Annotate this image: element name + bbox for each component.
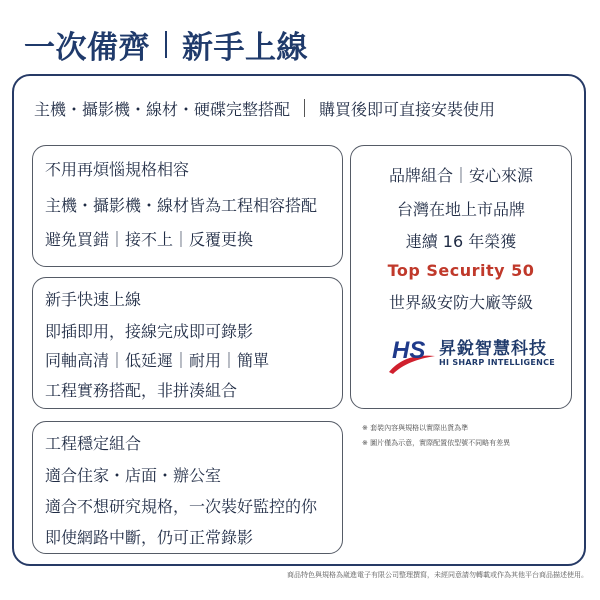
title-part-1: 一次備齊 xyxy=(24,29,150,66)
intro-line xyxy=(34,96,574,120)
brand-heading: 品牌組合｜安心來源 xyxy=(388,166,533,185)
compat-line: 避免買錯｜接不上｜反覆更換 xyxy=(45,230,254,249)
logo-mark-text: HS xyxy=(392,337,426,364)
stable-line: 適合不想研究規格，一次裝好監控的你 xyxy=(45,497,318,516)
stable-line: 即使網路中斷，仍可正常錄影 xyxy=(45,528,254,547)
compat-line: 主機・攝影機・線材皆為工程相容搭配 xyxy=(45,196,318,215)
compat-heading: 不用再煩惱規格相容 xyxy=(45,160,190,179)
intro-left: 主機・攝影機・線材・硬碟完整搭配 xyxy=(34,99,291,119)
brand-card xyxy=(350,145,572,409)
intro-divider xyxy=(304,99,305,117)
brand-line: 世界級安防大廠等級 xyxy=(388,293,533,312)
title-part-2: 新手上線 xyxy=(182,29,308,66)
compatibility-card xyxy=(32,145,343,267)
footnote: ※ 套裝內容與規格以實際出貨為準 xyxy=(362,424,469,432)
page-title xyxy=(24,22,308,66)
quick-line: 同軸高清｜低延遲｜耐用｜簡單 xyxy=(45,351,270,370)
hisharp-logo xyxy=(387,332,557,376)
quick-start-card xyxy=(32,277,343,409)
stable-combo-card xyxy=(32,421,343,554)
quick-line: 工程實務搭配，非拼湊組合 xyxy=(45,381,238,400)
copyright-footer: 商品特色與規格為崴進電子有限公司整理撰寫，未經同意請勿轉載或作為其他平台商品描述使用。 xyxy=(287,571,588,579)
stable-line: 適合住家・店面・辦公室 xyxy=(45,466,222,485)
top-security-badge: Top Security 50 xyxy=(387,261,535,280)
brand-line: 台灣在地上市品牌 xyxy=(396,200,525,219)
footnote: ※ 圖片僅為示意，實際配置依型號不同略有差異 xyxy=(362,439,511,447)
title-divider xyxy=(165,31,167,58)
quick-heading: 新手快速上線 xyxy=(45,290,142,309)
quick-line: 即插即用，接線完成即可錄影 xyxy=(45,322,254,341)
stable-heading: 工程穩定組合 xyxy=(45,434,142,453)
brand-line: 連續 16 年榮獲 xyxy=(405,232,517,251)
hs-logo-icon xyxy=(387,332,437,376)
intro-right: 購買後即可直接安裝使用 xyxy=(319,99,496,119)
logo-company-en: HI SHARP INTELLIGENCE xyxy=(439,358,556,367)
logo-company-cn: 昇銳智慧科技 xyxy=(439,339,547,359)
